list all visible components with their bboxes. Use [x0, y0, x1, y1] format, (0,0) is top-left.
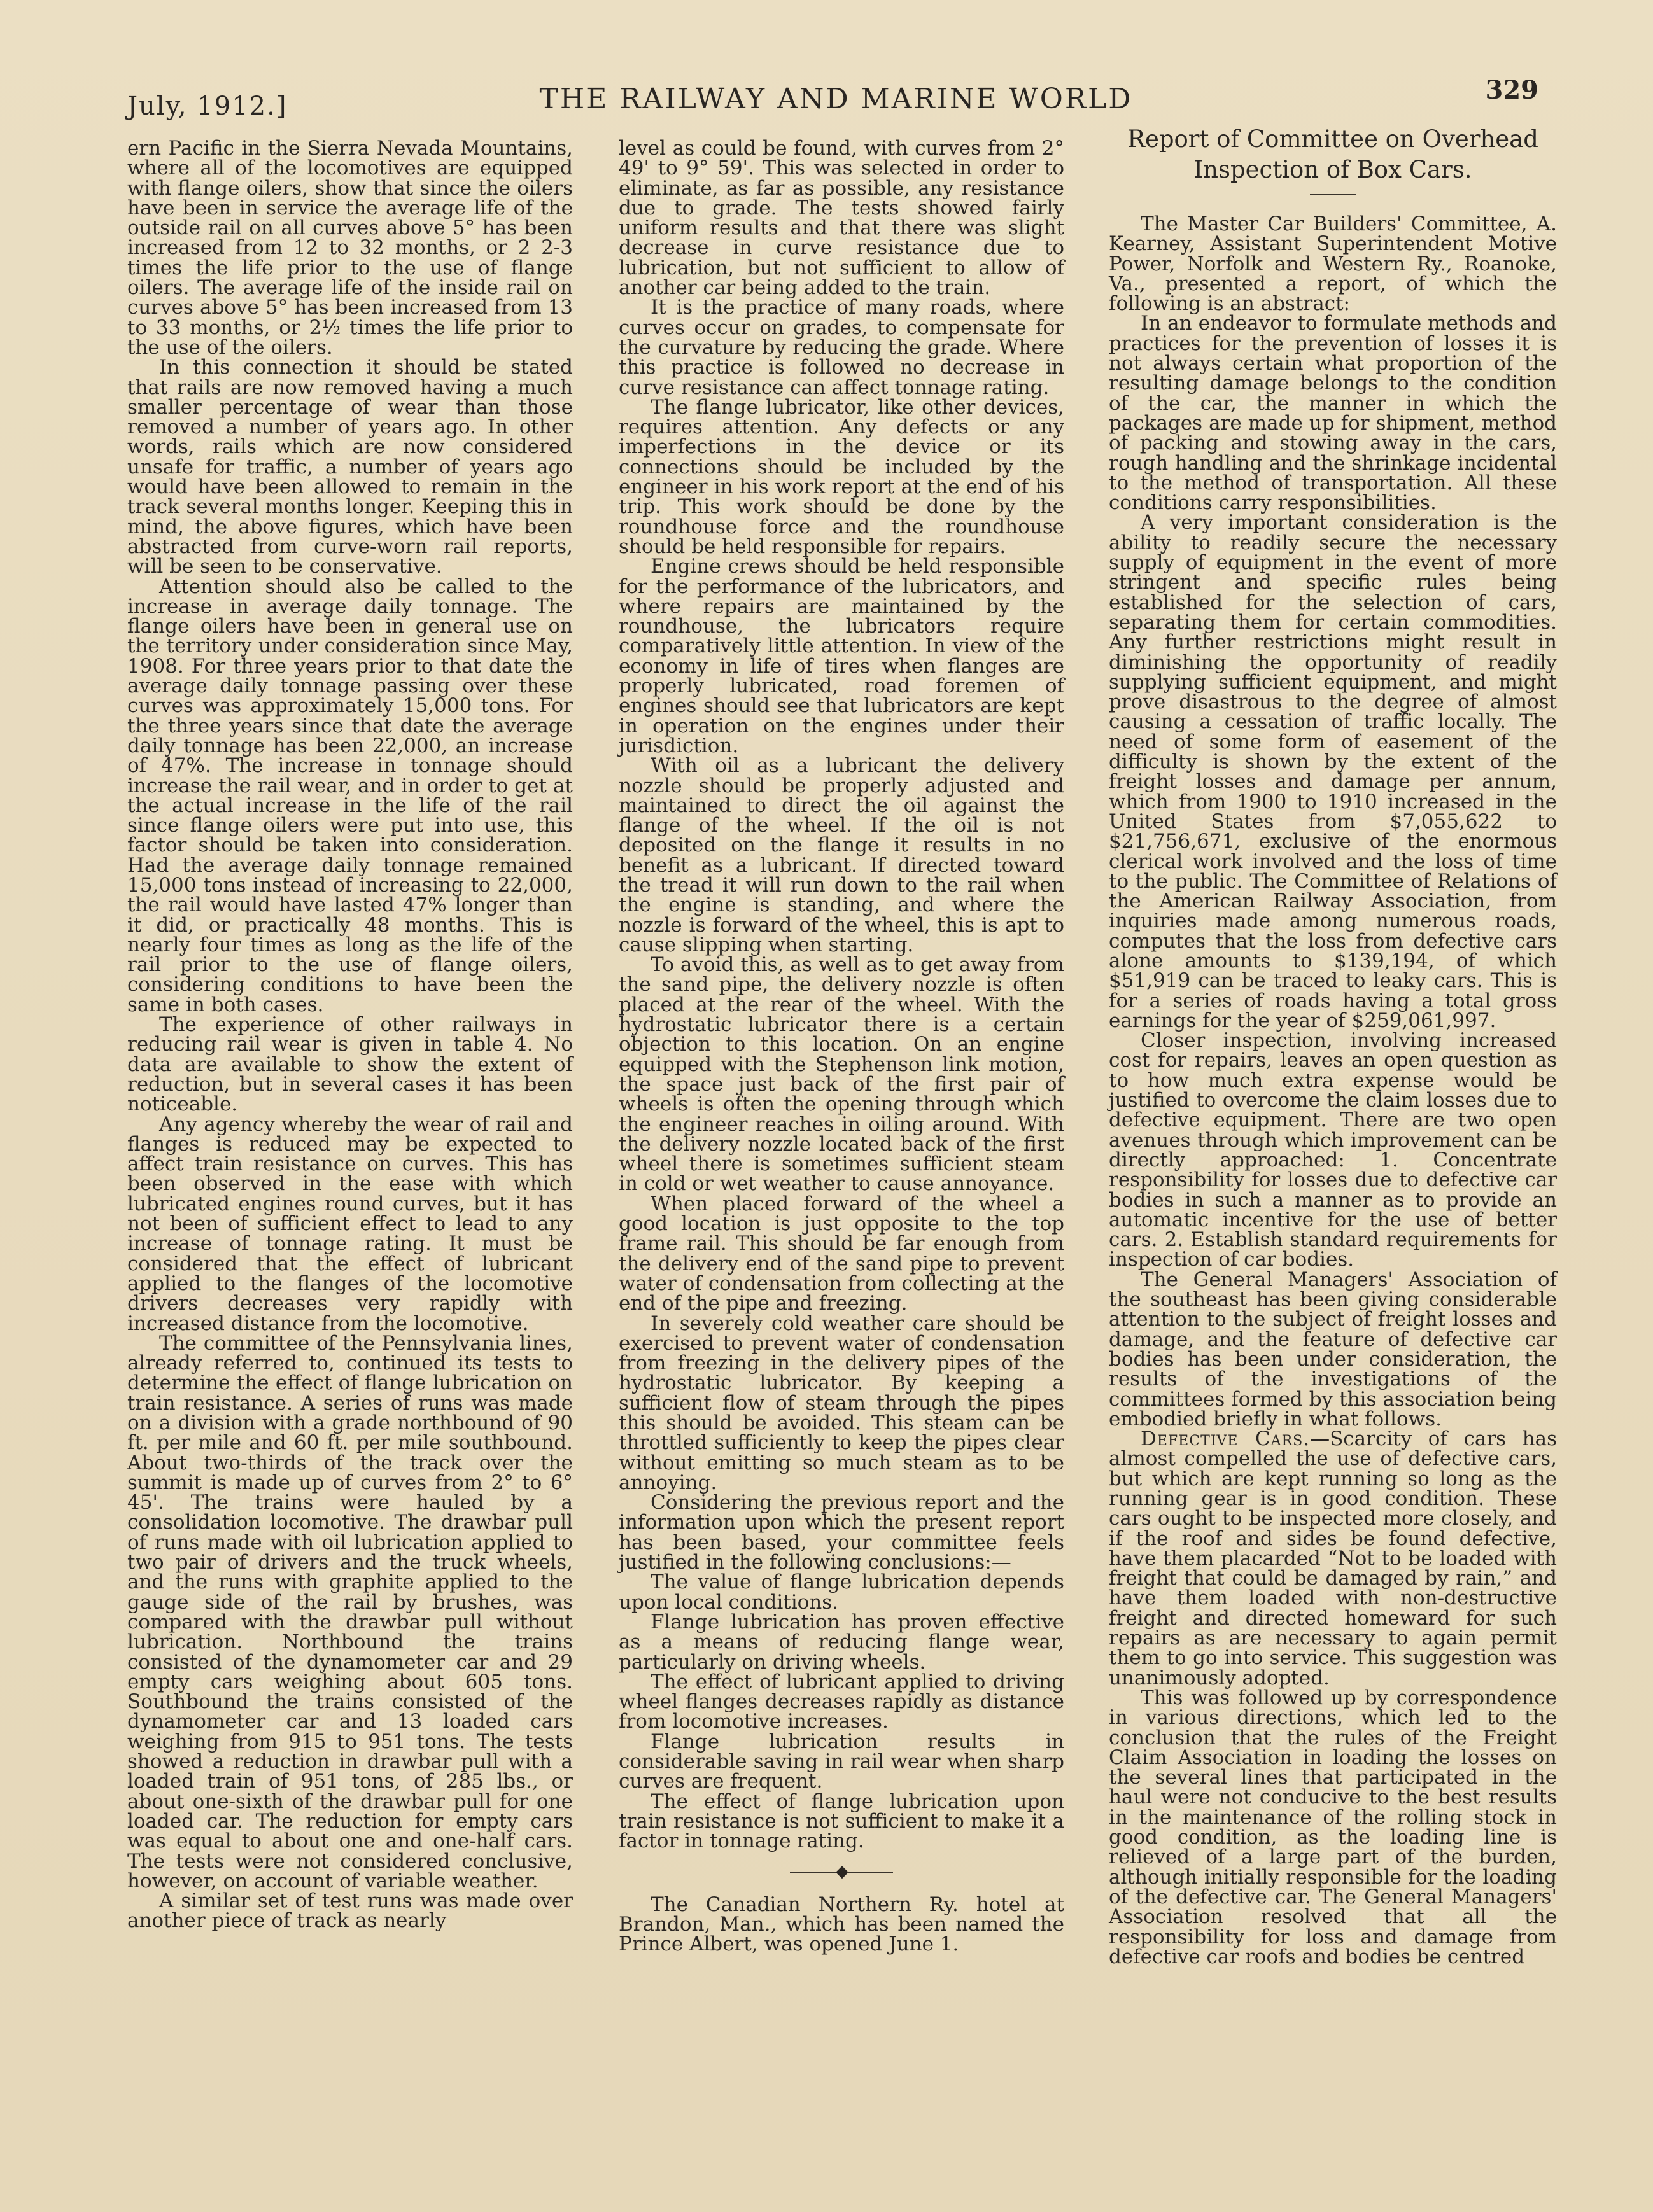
- paragraph: When placed forward of the wheel a good location is just opposite to the top frame rail. This should be far enough from the delivery end of the sand pipe to prevent water of condensation from collecting at the end of the pipe and freezing.: [619, 1192, 1064, 1315]
- news-item: The Canadian Northern Ry. hotel at Brandon, Man., which has been named the Prince Albert, was opened June 1.: [619, 1893, 1064, 1956]
- paragraph: It is the practice of many roads, where curves occur on grades, to compensate for the curvature by reducing the grade. Where this practice is followed no decrease in curve resistance can affect tonnage rating.: [619, 296, 1064, 399]
- title-rule: [1310, 194, 1356, 195]
- paragraph-text: —Scarcity of cars has almost compelled the use of defective cars, but which are kept running so long as the running gear is in good condition. These cars ought to be inspected more closely, and if the roof and sides be found defective, have them placarded “Not to be loaded with freight that could be damaged by rain,” and have them loaded with non-destructive freight and directed homeward for such repairs as are necessary to again permit them to go into service. This suggestion was unanimously adopted.: [1109, 1427, 1557, 1690]
- paragraph: The committee of the Pennsylvania lines, already referred to, continued its tests to determine the effect of flange lubrication on train resistance. A series of runs was made on a division with a grade northbound of 90 ft. per mile and 60 ft. per mile southbound. About two-thirds of the track over the summit is made up of curves from 2° to 6° 45'. The trains were hauled by a consolidation locomotive. The drawbar pull of runs made with oil lubrication applied to two pair of drivers and the truck wheels, and the runs with graphite applied to the gauge side of the rail by brushes, was compared with the drawbar pull without lubrication. Northbound the trains consisted of the dynamometer car and 29 empty cars weighing about 605 tons. Southbound the trains consisted of the dynamometer car and 13 loaded cars weighing from 915 to 951 tons. The tests showed a reduction in drawbar pull with a loaded train of 951 tons, of 285 lbs., or about one-sixth of the drawbar pull for one loaded car. The reduction for empty cars was equal to about one and one-half cars. The tests were not considered conclusive, however, on account of variable weather.: [127, 1331, 573, 1893]
- column-1: [127, 139, 573, 1931]
- paragraph: Any agency whereby the wear of rail and flanges is reduced may be expected to affect train resistance on curves. This has been observed in the ease with which lubricated engines round curves, but it has not been of sufficient effect to lead to any increase of tonnage rating. It must be considered that the effect of lubricant applied to the flanges of the locomotive drivers decreases very rapidly with increased distance from the locomotive.: [127, 1112, 573, 1335]
- column-2: [619, 139, 1064, 1954]
- paragraph: Engine crews should be held responsible for the performance of the lubricators, and where repairs are maintained by the roundhouse, the lubricators require comparatively little attention. In view of the economy in life of tires when flanges are properly lubricated, road foremen of engines should see that lubricators are kept in operation on the engines under their jurisdiction.: [619, 555, 1064, 757]
- run-in-heading: Defective Cars.: [1141, 1427, 1311, 1451]
- paragraph: Attention should also be called to the increase in average daily tonnage. The flange oilers have been in general use on the territory under consideration since May, 1908. For three years prior to that date the average daily tonnage passing over these curves was approximately 15,000 tons. For the three years since that date the average daily tonnage has been 22,000, an increase of 47%. The increase in tonnage should increase the rail wear, and in order to get at the actual increase in the life of the rail since flange oilers were put into use, this factor should be taken into consideration. Had the average daily tonnage remained 15,000 tons instead of increasing to 22,000, the rail would have lasted 47% longer than it did, or practically 48 months. This is nearly four times as long as the life of the rail prior to the use of flange oilers, considering conditions to have been the same in both cases.: [127, 575, 573, 1016]
- publication-title: THE RAILWAY AND MARINE WORLD: [539, 83, 1133, 115]
- issue-date: July, 1912.]: [127, 92, 288, 121]
- paragraph: A very important consideration is the ability to readily secure the necessary supply of equipment in the event of more stringent and specific rules being established for the selection of cars, separating them for certain commodities. Any further restrictions might result in diminishing the opportunity of readily supplying sufficient equipment, and might prove disastrous to the degree of almost causing a cessation of traffic locally. The need of some form of easement of the difficulty is shown by the extent of the freight losses and damage per annum, which from 1900 to 1910 increased in the United States from $7,055,622 to $21,756,671, exclusive of the enormous clerical work involved and the loss of time to the public. The Committee of Relations of the American Railway Association, from inquiries made among numerous roads, computes that the loss from defective cars alone amounts to $139,194, of which $51,919 can be traced to leaky cars. This is for a series of roads having a total gross earnings for the year of $259,061,997.: [1109, 511, 1557, 1032]
- section-divider: ◆: [619, 1863, 1064, 1880]
- conclusion: The effect of lubricant applied to driving wheel flanges decreases rapidly as distance from locomotive increases.: [619, 1670, 1064, 1733]
- paragraph: In this connection it should be stated that rails are now removed having a much smaller percentage of wear than those removed a number of years ago. In other words, rails which are now considered unsafe for traffic, a number of years ago would have been allowed to remain in the track several months longer. Keeping this in mind, the above figures, which have been abstracted from curve-worn rail reports, will be seen to be conservative.: [127, 356, 573, 578]
- conclusion: The effect of flange lubrication upon train resistance is not sufficient to make it a factor in tonnage rating.: [619, 1789, 1064, 1853]
- paragraph: In severely cold weather care should be exercised to prevent water of condensation from freezing in the delivery pipes of the hydrostatic lubricator. By keeping a sufficient flow of steam through the pipes this should be avoided. This steam can be throttled sufficiently to keep the pipes clear without emitting so much steam as to be annoying.: [619, 1312, 1064, 1494]
- paragraph: This was followed up by correspondence in various directions, which led to the conclusion that the rules of the Freight Claim Association in loading the losses on the several lines that participated in the haul were not conducive to the best results in the maintenance of the rolling stock in good condition, as the loading line is relieved of a large part of the burden, although initially responsible for the loading of the defective car. The General Managers' Association resolved that all the responsibility for loss and damage from defective car roofs and bodies be centred: [1109, 1686, 1557, 1968]
- conclusion: The value of flange lubrication depends upon local conditions.: [619, 1571, 1064, 1614]
- paragraph: The experience of other railways in reducing rail wear is given in table 4. No data are available to show the extent of reduction, but in several cases it has been noticeable.: [127, 1013, 573, 1116]
- paragraph: In an endeavor to formulate methods and practices for the prevention of losses it is not always certain what proportion of the resulting damage belongs to the condition of the car, the manner in which the packages are made up for shipment, method of packing and stowing away in the cars, rough handling and the shrinkage incidental to the method of transportation. All these conditions carry responsibilities.: [1109, 312, 1557, 515]
- page-number: 329: [1485, 75, 1538, 105]
- paragraph: To avoid this, as well as to get away from the sand pipe, the delivery nozzle is often placed at the rear of the wheel. With the hydrostatic lubricator there is a certain objection to this location. On an engine equipped with the Stephenson link motion, the space just back of the first pair of wheels is often the opening through which the engineer reaches in oiling around. With the delivery nozzle located back of the first wheel there is sometimes sufficient steam in cold or wet weather to cause annoyance.: [619, 953, 1064, 1196]
- conclusion: Flange lubrication has proven effective as a means of reducing flange wear, particularly on driving wheels.: [619, 1610, 1064, 1674]
- paragraph: The flange lubricator, like other devices, requires attention. Any defects or any imperfections in the device or its connections should be included by the engineer in his work report at the end of his trip. This work should be done by the roundhouse force and the roundhouse should be held responsible for repairs.: [619, 395, 1064, 558]
- column-3: [1109, 124, 1557, 1967]
- paragraph: Closer inspection, involving increased cost for repairs, leaves an open question as to how much extra expense would be justified to overcome the claim losses due to defective equipment. There are two open avenues through which improvement can be directly approached: 1. Concentrate responsibility for losses due to defective car bodies in such a manner as to provide an automatic incentive for the use of better cars. 2. Establish standard requirements for inspection of car bodies.: [1109, 1029, 1557, 1271]
- paragraph: The Master Car Builders' Committee, A. Kearney, Assistant Superintendent Motive Power, Norfolk and Western Ry., Roanoke, Va., presented a report, of which the following is an abstract:: [1109, 213, 1557, 316]
- conclusion: Flange lubrication results in considerable saving in rail wear when sharp curves are frequent.: [619, 1730, 1064, 1793]
- paragraph: The General Managers' Association of the southeast has been giving considerable attention to the subject of freight losses and damage, and the feature of defective car bodies has been under consideration, the results of the investigations of the committees formed by this association being embodied briefly in what follows.: [1109, 1268, 1557, 1431]
- paragraph: Considering the previous report and the information upon which the present report has been based, your committee feels justified in the following conclusions:—: [619, 1491, 1064, 1574]
- paragraph: level as could be found, with curves from 2° 49' to 9° 59'. This was selected in order to eliminate, as far as possible, any resistance due to grade. The tests showed fairly uniform results and that there was slight decrease in curve resistance due to lubrication, but not sufficient to allow of another car being added to the train.: [619, 137, 1064, 300]
- paragraph: ern Pacific in the Sierra Nevada Mountains, where all of the locomotives are equipped with flange oilers, show that since the oilers have been in service the average life of the outside rail on all curves above 5° has been increased from 12 to 32 months, or 2 2-3 times the life prior to the use of flange oilers. The average life of the inside rail on curves above 5° has been increased from 13 to 33 months, or 2½ times the life prior to the use of the oilers.: [127, 137, 573, 359]
- running-header: [121, 75, 1551, 120]
- paragraph-defective-cars: [1109, 1429, 1557, 1688]
- paragraph: A similar set of test runs was made over another piece of track as nearly: [127, 1889, 573, 1933]
- article-title: Report of Committee on Overhead Inspection of Box Cars.: [1127, 125, 1538, 183]
- paragraph: With oil as a lubricant the delivery nozzle should be properly adjusted and maintained to direct the oil against the flange of the wheel. If the oil is not deposited on the flange it results in no benefit as a lubricant. If directed toward the tread it will run down to the rail when the engine is standing, and where the nozzle is forward of the wheel, this is apt to cause slipping when starting.: [619, 754, 1064, 956]
